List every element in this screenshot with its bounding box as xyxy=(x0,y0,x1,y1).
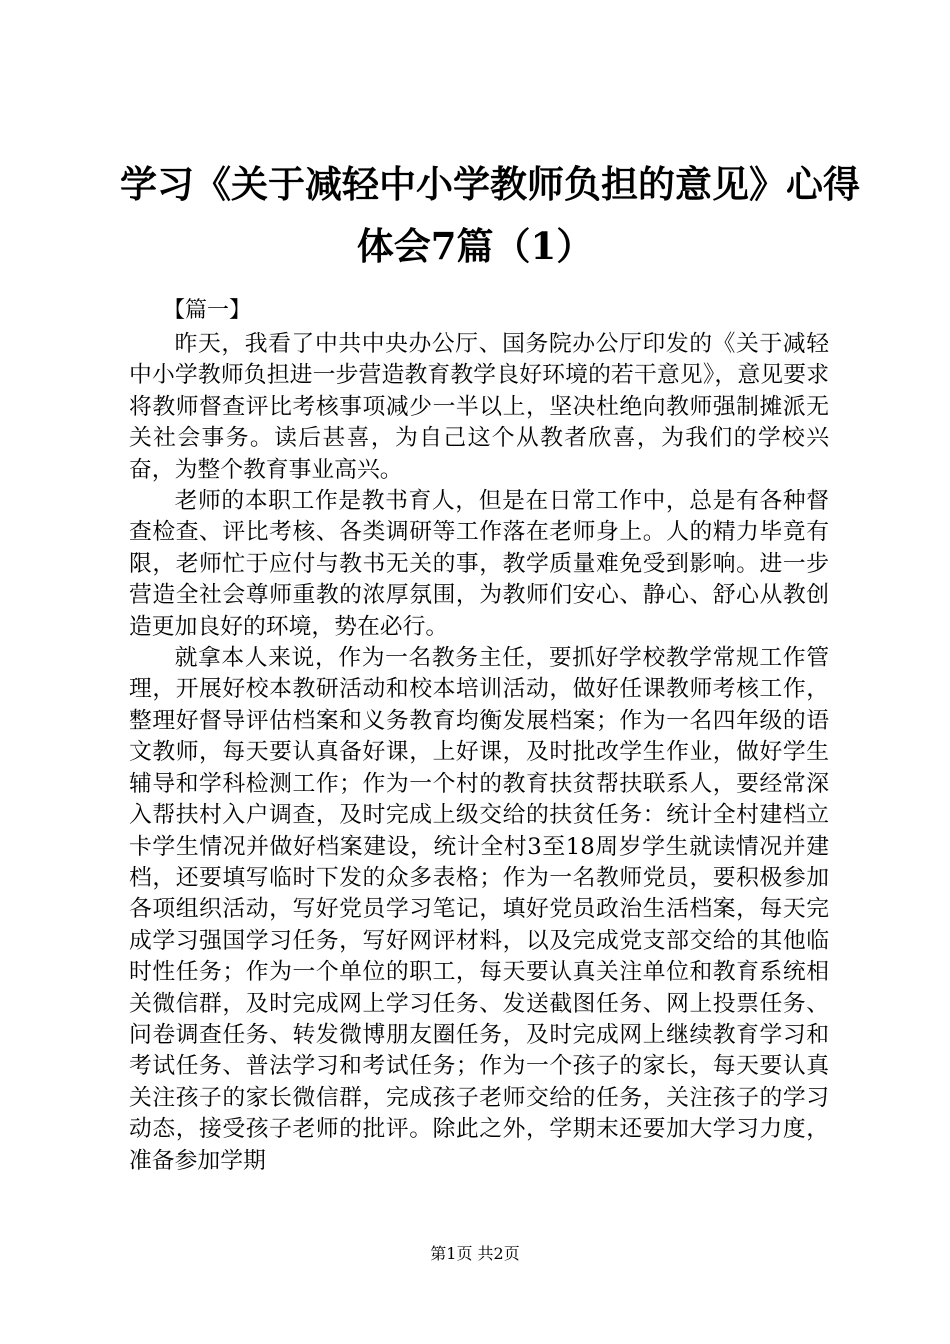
page-footer: 第1页 共2页 xyxy=(430,1244,520,1263)
document-title-line-2: 体会7篇（1） xyxy=(356,224,594,268)
section-label: 【篇一】 xyxy=(163,298,252,323)
paragraph-3: 就拿本人来说，作为一名教务主任，要抓好学校教学常规工作管理，开展好校本教研活动和校本培训活动，做好任课教师考核工作，整理好督导评估档案和义务教育均衡发展档案；作为一名四年级的语文教师，每天要认真备好课，上好课，及时批改学生作业，做好学生辅导和学科检测工作；作为一个村的教育扶贫帮扶联系人，要经常深入帮扶村入户调查，及时完成上级交给的扶贫任务：统计全村建档立卡学生情况并做好档案建设，统计全村3至18周岁学生就读情况并建档，还要填写临时下发的众多表格；作为一名教师党员，要积极参加各项组织活动，写好党员学习笔记，填好党员政治生活档案，每天完成学习强国学习任务，写好网评材料，以及完成党支部交给的其他临时性任务；作为一个单位的职工，每天要认真关注单位和教育系统相关微信群，及时完成网上学习任务、发送截图任务、网上投票任务、问卷调查任务、转发微博朋友圈任务，及时完成网上继续教育学习和考试任务、普法学习和考试任务；作为一个孩子的家长，每天要认真关注孩子的家长微信群，完成孩子老师交给的任务，关注孩子的学习动态，接受孩子老师的批评。除此之外，学期末还要加大学习力度，准备参加学期 xyxy=(129,645,829,1174)
paragraph-2: 老师的本职工作是教书育人，但是在日常工作中，总是有各种督查检查、评比考核、各类调研等工作落在老师身上。人的精力毕竟有限，老师忙于应付与教书无关的事，教学质量难免受到影响。进一步营造全社会尊师重教的浓厚氛围，为教师们安心、静心、舒心从教创造更加良好的环境，势在必行。 xyxy=(129,488,829,640)
document-body xyxy=(129,329,829,1177)
document-title-line-1: 学习《关于减轻中小学教师负担的意见》心得 xyxy=(120,162,860,206)
paragraph-1: 昨天，我看了中共中央办公厅、国务院办公厅印发的《关于减轻中小学教师负担进一步营造教育教学良好环境的若干意见》，意见要求将教师督查评比考核事项减少一半以上，坚决杜绝向教师强制摊派无关社会事务。读后甚喜，为自己这个从教者欣喜，为我们的学校兴奋，为整个教育事业高兴。 xyxy=(129,331,829,483)
